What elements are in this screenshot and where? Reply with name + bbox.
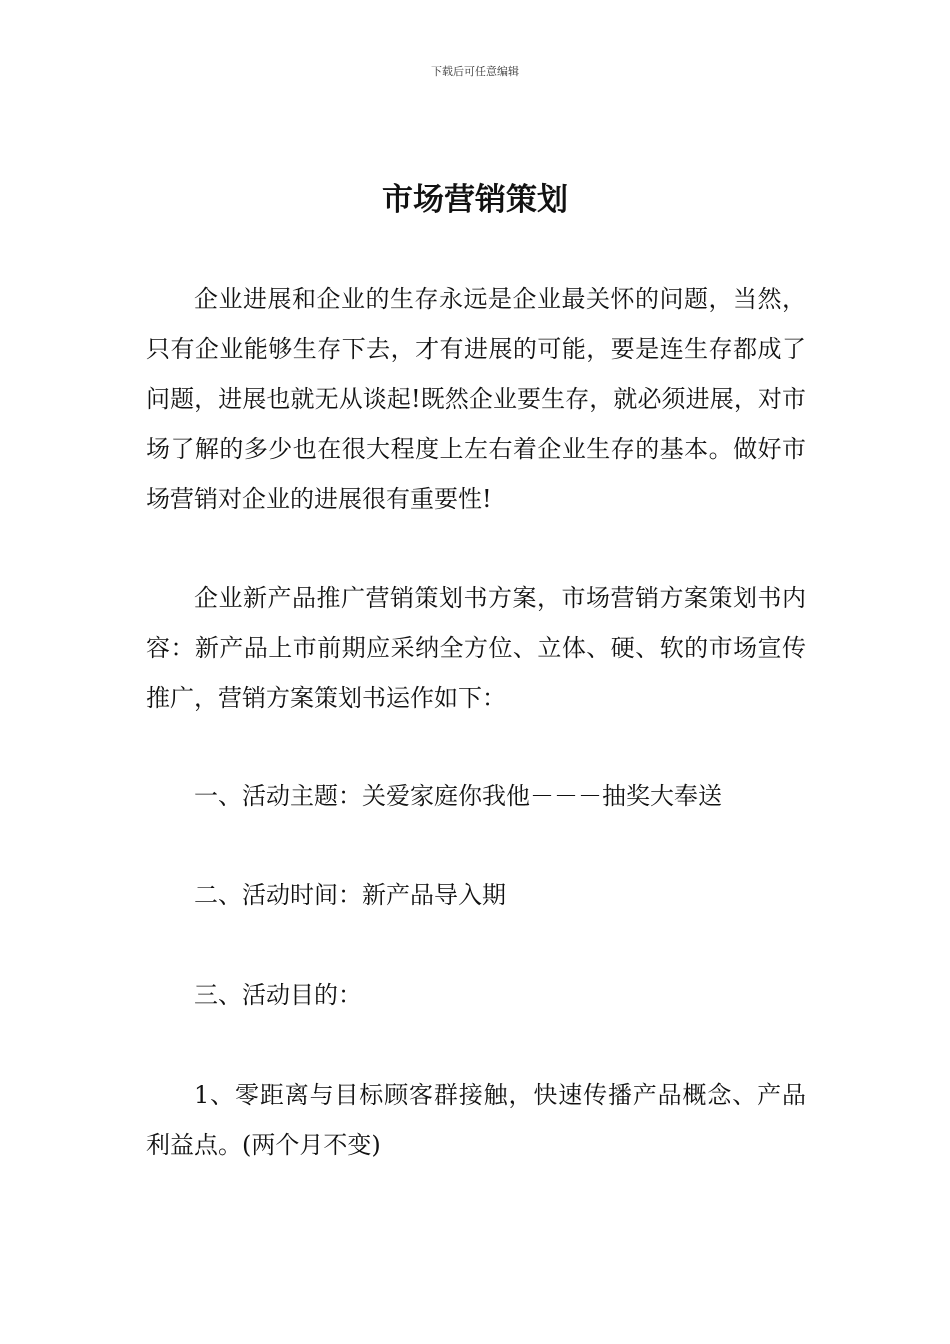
paragraph-purpose-item-1: 1、零距离与目标顾客群接触，快速传播产品概念、产品利益点。(两个月不变) xyxy=(146,1081,806,1159)
header-note: 下载后可任意编辑 xyxy=(431,65,519,78)
paragraph-plan-overview: 企业新产品推广营销策划书方案，市场营销方案策划书内容：新产品上市前期应采纳全方位、立体、硬、软的市场宣传推广，营销方案策划书运作如下： xyxy=(146,584,806,712)
document-title: 市场营销策划 xyxy=(382,182,568,218)
paragraph-activity-time: 二、活动时间：新产品导入期 xyxy=(194,881,506,909)
paragraph-activity-purpose: 三、活动目的： xyxy=(194,981,362,1009)
paragraph-intro: 企业进展和企业的生存永远是企业最关怀的问题，当然，只有企业能够生存下去，才有进展的可能，要是连生存都成了问题，进展也就无从谈起!既然企业要生存，就必须进展，对市场了解的多少也在很大程度上左右着企业生存的基本。做好市场营销对企业的进展很有重要性! xyxy=(146,285,806,513)
paragraph-activity-theme: 一、活动主题：关爱家庭你我他－－－抽奖大奉送 xyxy=(194,782,722,810)
